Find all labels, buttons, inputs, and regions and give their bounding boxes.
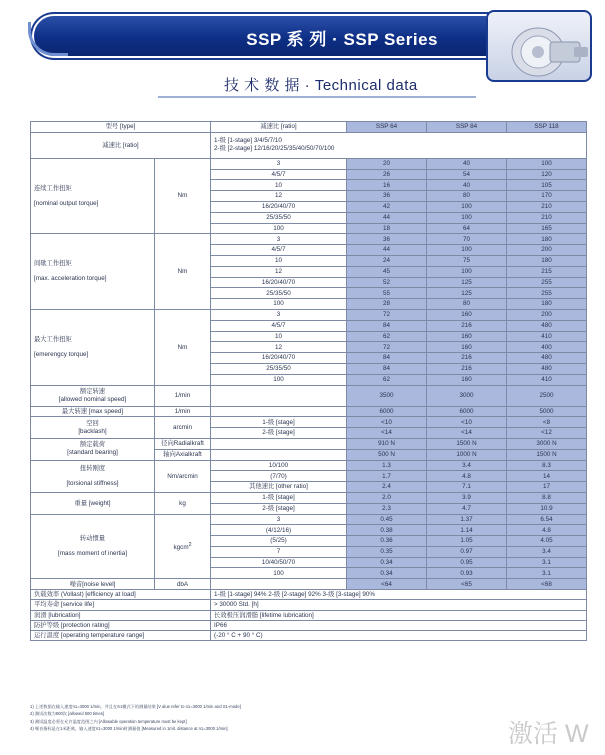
ratio-cell: 10	[211, 180, 347, 191]
value-cell: 2.0	[347, 492, 427, 503]
backlash-label	[31, 417, 155, 439]
bearing-axial-unit: 轴向Axialkraft	[155, 449, 211, 460]
value-cell: 36	[347, 234, 427, 245]
value-cell: 1.14	[427, 525, 507, 536]
value-cell: 36	[347, 191, 427, 202]
table-row	[31, 438, 587, 449]
value-cell: 0.34	[347, 557, 427, 568]
ratio-cell: 10	[211, 255, 347, 266]
ratio-cell: 4/5/7	[211, 169, 347, 180]
ratio-cell: 12	[211, 191, 347, 202]
gearbox-product-image	[486, 10, 592, 82]
value-cell: 3.9	[427, 492, 507, 503]
model-ssp84-header: SSP 84	[427, 122, 507, 133]
inertia-label-cn: 转动惯量	[79, 534, 106, 542]
table-row	[31, 406, 587, 417]
table-row	[31, 631, 587, 641]
stiffness-unit: Nm/arcmin	[155, 460, 211, 492]
empty-cell	[211, 449, 347, 460]
value-cell: 0.45	[347, 514, 427, 525]
ratio-cell: 25/35/50	[211, 212, 347, 223]
value-cell: 26	[347, 169, 427, 180]
value-cell: 3.4	[507, 546, 587, 557]
weight-unit: kg	[155, 492, 211, 514]
value-cell: 410	[507, 374, 587, 385]
type-header: 型号 [type]	[31, 122, 211, 133]
value-cell: 480	[507, 320, 587, 331]
value-cell: 210	[507, 212, 587, 223]
value-cell: 160	[427, 374, 507, 385]
value-cell: 6000	[347, 406, 427, 417]
value-cell: 3000 N	[507, 438, 587, 449]
nominal-torque-label	[31, 158, 155, 234]
stage-cell: 1-级 [stage]	[211, 417, 347, 428]
value-cell: <14	[347, 428, 427, 439]
value-cell: 216	[427, 363, 507, 374]
value-cell: 80	[427, 191, 507, 202]
value-cell: 910 N	[347, 438, 427, 449]
value-cell: 72	[347, 309, 427, 320]
table-row	[31, 600, 587, 610]
value-cell: <64	[347, 579, 427, 590]
inertia-unit-exponent: 2	[188, 541, 192, 548]
stiffness-label-en: [torsional stiffness]	[66, 479, 119, 487]
inertia-unit	[155, 514, 211, 579]
value-cell: 180	[507, 255, 587, 266]
value-cell: 54	[427, 169, 507, 180]
value-cell: 7.1	[427, 482, 507, 493]
stiffness-label-cn: 扭转刚度	[79, 464, 106, 472]
value-cell: 120	[507, 169, 587, 180]
value-cell: 24	[347, 255, 427, 266]
lubrication-label: 润滑 [lubrication]	[31, 610, 211, 620]
value-cell: 42	[347, 201, 427, 212]
value-cell: 180	[507, 299, 587, 310]
value-cell: 4.8	[507, 525, 587, 536]
value-cell: 500 N	[347, 449, 427, 460]
value-cell: <10	[347, 417, 427, 428]
value-cell: 17	[507, 482, 587, 493]
value-cell: <14	[427, 428, 507, 439]
ratio-cell: 100	[211, 374, 347, 385]
value-cell: 1.7	[347, 471, 427, 482]
noise-label: 噪音[noise level]	[31, 579, 155, 590]
empty-cell	[211, 406, 347, 417]
ratio-cell: 100	[211, 568, 347, 579]
nominal-torque-label-cn: 连续工作扭矩	[34, 184, 72, 192]
value-cell: 44	[347, 212, 427, 223]
ratio-stage2: 2-级 [2-stage] 12/16/20/25/35/40/50/70/100	[214, 145, 335, 153]
value-cell: 64	[427, 223, 507, 234]
ratio-cell: 4/5/7	[211, 320, 347, 331]
ratio-cell: 100	[211, 223, 347, 234]
value-cell: 1500 N	[427, 438, 507, 449]
ratio-cell: 3	[211, 309, 347, 320]
value-cell: 6.54	[507, 514, 587, 525]
empty-cell	[211, 438, 347, 449]
lubrication-value: 长效极压润滑脂 [lifetime lubrication]	[211, 610, 587, 620]
table-row	[31, 158, 587, 169]
value-cell: 216	[427, 320, 507, 331]
value-cell: 1.37	[427, 514, 507, 525]
noise-unit: dbA	[155, 579, 211, 590]
activation-watermark: 激活 W	[508, 720, 589, 748]
value-cell: 200	[507, 309, 587, 320]
value-cell: 28	[347, 299, 427, 310]
subtitle-divider	[158, 96, 476, 98]
nominal-speed-label-cn: 额定转速	[79, 387, 106, 395]
value-cell: 14	[507, 471, 587, 482]
section-subtitle: 技 术 数 据 · Technical data	[224, 77, 418, 94]
value-cell: 20	[347, 158, 427, 169]
inertia-unit-base: kgcm	[173, 543, 189, 551]
ratio-cell: (4/12/16)	[211, 525, 347, 536]
value-cell: 84	[347, 353, 427, 364]
value-cell: 100	[427, 201, 507, 212]
table-row	[31, 590, 587, 600]
value-cell: 100	[427, 266, 507, 277]
stage-cell: 1-级 [stage]	[211, 492, 347, 503]
value-cell: 3.1	[507, 568, 587, 579]
value-cell: 100	[427, 212, 507, 223]
value-cell: 72	[347, 342, 427, 353]
temperature-value: (-20 ° C + 90 ° C)	[211, 631, 587, 641]
stiffness-label	[31, 460, 155, 492]
table-row	[31, 460, 587, 471]
stage-cell: 2-级 [stage]	[211, 428, 347, 439]
inertia-label	[31, 514, 155, 579]
accel-torque-label-en: [max. acceleration torque]	[34, 275, 107, 283]
ratio-row-label: 减速比 [ratio]	[31, 132, 211, 158]
value-cell: 180	[507, 234, 587, 245]
service-life-label: 平均寿命 [service life]	[31, 600, 211, 610]
value-cell: 44	[347, 245, 427, 256]
nominal-torque-label-en: [nominal output torque]	[34, 199, 99, 207]
title-banner	[34, 16, 486, 56]
banner-swoosh	[28, 22, 68, 56]
table-header-row	[31, 122, 587, 133]
ratio-cell: 10/100	[211, 460, 347, 471]
ratio-cell: 16/20/40/70	[211, 201, 347, 212]
ratio-cell: 10	[211, 331, 347, 342]
value-cell: 0.35	[347, 546, 427, 557]
value-cell: 160	[427, 331, 507, 342]
value-cell: 1.05	[427, 536, 507, 547]
value-cell: <65	[427, 579, 507, 590]
value-cell: 400	[507, 342, 587, 353]
ratio-cell: (7/70)	[211, 471, 347, 482]
ratio-cell: 12	[211, 266, 347, 277]
ratio-row-values	[211, 132, 587, 158]
value-cell: 70	[427, 234, 507, 245]
value-cell: 0.34	[347, 568, 427, 579]
value-cell: 55	[347, 288, 427, 299]
nominal-torque-unit: Nm	[155, 158, 211, 234]
value-cell: 2.3	[347, 503, 427, 514]
value-cell: 5000	[507, 406, 587, 417]
value-cell: 40	[427, 158, 507, 169]
value-cell: 3000	[427, 385, 507, 406]
table-row	[31, 417, 587, 428]
value-cell: 6000	[427, 406, 507, 417]
table-row	[31, 492, 587, 503]
table-row	[31, 610, 587, 620]
table-row	[31, 620, 587, 630]
footnote: 3) 测试温度必须在允许温度范围之内 [Allowable operation temperature must be kept]	[30, 718, 187, 724]
efficiency-label: 负载效率 (Vollast) [efficiency at load]	[31, 590, 211, 600]
ratio-cell: 3	[211, 514, 347, 525]
value-cell: 80	[427, 299, 507, 310]
accel-torque-label	[31, 234, 155, 310]
model-ssp64-header: SSP 64	[347, 122, 427, 133]
backlash-label-en: [backlash]	[78, 427, 107, 435]
technical-data-table	[30, 121, 587, 641]
value-cell: 125	[427, 277, 507, 288]
value-cell: 0.93	[427, 568, 507, 579]
ratio-cell: 25/35/50	[211, 363, 347, 374]
value-cell: 2.4	[347, 482, 427, 493]
empty-cell	[211, 385, 347, 406]
ratio-row	[31, 132, 587, 158]
table-row	[31, 385, 587, 406]
value-cell: <12	[507, 428, 587, 439]
emergency-torque-label	[31, 309, 155, 385]
value-cell: 216	[427, 353, 507, 364]
page-title: SSP 系 列 · SSP Series	[246, 30, 438, 49]
ratio-header: 减速比 [ratio]	[211, 122, 347, 133]
value-cell: 165	[507, 223, 587, 234]
efficiency-value: 1-级 [1-stage] 94% 2-级 [2-stage] 92% 3-级 [3-stage] 90%	[211, 590, 587, 600]
value-cell: 410	[507, 331, 587, 342]
value-cell: 62	[347, 374, 427, 385]
footnote: 4) 噪音指标是在1米距离，输入速度n1=3000 1/min时测量值 [Measured in 1mit. distance at n1=3000 1/min]	[30, 726, 228, 732]
max-speed-unit: 1/min	[155, 406, 211, 417]
value-cell: 480	[507, 363, 587, 374]
backlash-label-cn: 空回	[86, 419, 99, 427]
emergency-torque-unit: Nm	[155, 309, 211, 385]
service-life-value: > 30000 Std. [h]	[211, 600, 587, 610]
footnote: 2) 测试次数为500次 [allowed 500 times]	[30, 711, 105, 717]
value-cell: 75	[427, 255, 507, 266]
emergency-torque-label-cn: 最大工作扭矩	[34, 335, 72, 343]
table-row	[31, 234, 587, 245]
value-cell: 4.7	[427, 503, 507, 514]
ratio-cell: 10/40/50/70	[211, 557, 347, 568]
value-cell: 0.36	[347, 536, 427, 547]
emergency-torque-label-en: [emerengcy torque]	[34, 350, 89, 358]
value-cell: 0.95	[427, 557, 507, 568]
value-cell: 1000 N	[427, 449, 507, 460]
value-cell: <8	[507, 417, 587, 428]
value-cell: 8.8	[507, 492, 587, 503]
value-cell: 4.8	[427, 471, 507, 482]
accel-torque-label-cn: 间歇工作扭矩	[34, 260, 72, 268]
value-cell: 255	[507, 288, 587, 299]
value-cell: 45	[347, 266, 427, 277]
ratio-cell: 7	[211, 546, 347, 557]
temperature-label: 运行温度 [operating temperature range]	[31, 631, 211, 641]
protection-label: 防护等级 [protection rating]	[31, 620, 211, 630]
stage-cell: 2-级 [stage]	[211, 503, 347, 514]
value-cell: 480	[507, 353, 587, 364]
value-cell: 10.9	[507, 503, 587, 514]
nominal-speed-label	[31, 385, 155, 406]
value-cell: 255	[507, 277, 587, 288]
value-cell: 215	[507, 266, 587, 277]
value-cell: 84	[347, 320, 427, 331]
ratio-cell: 3	[211, 158, 347, 169]
value-cell: 210	[507, 201, 587, 212]
value-cell: 160	[427, 342, 507, 353]
value-cell: 84	[347, 363, 427, 374]
model-ssp118-header: SSP 118	[507, 122, 587, 133]
nominal-speed-unit: 1/min	[155, 385, 211, 406]
backlash-unit: arcmin	[155, 417, 211, 439]
value-cell: 3.1	[507, 557, 587, 568]
value-cell: 160	[427, 309, 507, 320]
table-row	[31, 514, 587, 525]
ratio-cell: 3	[211, 234, 347, 245]
value-cell: 18	[347, 223, 427, 234]
inertia-label-en: [mass moment of inertia]	[58, 550, 127, 557]
value-cell: 200	[507, 245, 587, 256]
value-cell: 52	[347, 277, 427, 288]
ratio-cell: 100	[211, 299, 347, 310]
value-cell: 3.4	[427, 460, 507, 471]
value-cell: 125	[427, 288, 507, 299]
value-cell: 1.3	[347, 460, 427, 471]
footnote: 1) 上述数据在输入速度n1=3000 1/min，并且在S1模式下的测量结果 [V alue refer to n1=3000 1/min and S1-mode]	[30, 704, 241, 709]
ratio-cell: 16/20/40/70	[211, 277, 347, 288]
ratio-cell: 25/35/50	[211, 288, 347, 299]
value-cell: 0.38	[347, 525, 427, 536]
ratio-cell: 16/20/40/70	[211, 353, 347, 364]
footnotes	[30, 703, 241, 732]
ratio-cell: 4/5/7	[211, 245, 347, 256]
weight-label: 重量 [weight]	[31, 492, 155, 514]
value-cell: 170	[507, 191, 587, 202]
ratio-cell: 其他速比 [other ratio]	[211, 482, 347, 493]
value-cell: 105	[507, 180, 587, 191]
value-cell: 40	[427, 180, 507, 191]
bearing-label-cn: 额定载荷	[79, 441, 106, 449]
value-cell: 3500	[347, 385, 427, 406]
table-row	[31, 579, 587, 590]
ratio-cell: 12	[211, 342, 347, 353]
value-cell: 4.05	[507, 536, 587, 547]
ratio-cell: (5/25)	[211, 536, 347, 547]
protection-value: IP66	[211, 620, 587, 630]
bearing-label-en: [standard bearing]	[67, 449, 118, 457]
value-cell: 0.97	[427, 546, 507, 557]
max-speed-label: 最大转速 [max speed]	[31, 406, 155, 417]
value-cell: 8.3	[507, 460, 587, 471]
empty-cell	[211, 579, 347, 590]
value-cell: 62	[347, 331, 427, 342]
bearing-label	[31, 438, 155, 460]
value-cell: 100	[427, 245, 507, 256]
bearing-radial-unit: 径向Radialkraft	[155, 438, 211, 449]
value-cell: <68	[507, 579, 587, 590]
ratio-stage1: 1-级 [1-stage] 3/4/5/7/10	[214, 137, 282, 145]
value-cell: 2500	[507, 385, 587, 406]
value-cell: 16	[347, 180, 427, 191]
value-cell: 1500 N	[507, 449, 587, 460]
value-cell: 100	[507, 158, 587, 169]
value-cell: <10	[427, 417, 507, 428]
table-row	[31, 309, 587, 320]
accel-torque-unit: Nm	[155, 234, 211, 310]
nominal-speed-label-en: [allowed nominal speed]	[58, 395, 127, 403]
